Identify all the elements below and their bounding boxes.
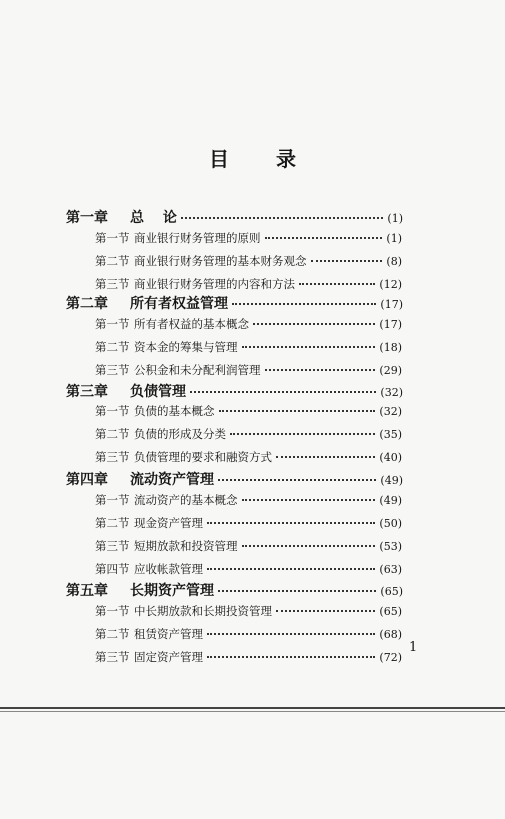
page-title: 目 录 <box>209 147 316 171</box>
dot-leader <box>242 489 376 501</box>
toc-section-entry <box>95 603 402 619</box>
dot-leader <box>181 204 384 219</box>
toc-section-entry <box>95 403 402 419</box>
dot-leader <box>311 250 383 262</box>
toc-section-entry <box>95 426 402 442</box>
dot-leader <box>232 290 376 305</box>
page-reference: (18) <box>379 341 402 355</box>
page-reference: (40) <box>379 451 402 465</box>
dot-leader <box>190 378 376 393</box>
dot-leader <box>276 446 375 458</box>
bottom-rule-thin <box>0 711 505 712</box>
dot-leader <box>242 336 376 348</box>
section-title: 所有者权益的基本概念 <box>134 317 249 332</box>
toc-section-entry <box>95 515 402 531</box>
section-title: 负债的基本概念 <box>134 404 215 419</box>
page-reference: (65) <box>380 585 403 598</box>
dot-leader <box>218 466 376 481</box>
section-number: 第三节 <box>95 363 130 378</box>
chapter-number: 第五章 <box>66 583 108 599</box>
chapter-title: 所有者权益管理 <box>130 296 228 312</box>
dot-leader <box>218 577 376 592</box>
page-reference: (72) <box>379 651 402 665</box>
toc-chapter-entry <box>66 469 403 489</box>
section-title: 商业银行财务管理的内容和方法 <box>134 277 295 292</box>
page-reference: (1) <box>387 212 403 225</box>
section-title: 应收帐款管理 <box>134 562 203 577</box>
section-title: 租赁资产管理 <box>134 627 203 642</box>
section-title: 资本金的筹集与管理 <box>134 340 238 355</box>
dot-leader <box>207 646 375 658</box>
section-title: 公积金和未分配利润管理 <box>134 363 261 378</box>
chapter-number: 第一章 <box>66 210 108 226</box>
section-title: 中长期放款和长期投资管理 <box>134 604 272 619</box>
toc-section-entry <box>95 362 402 378</box>
dot-leader <box>207 512 375 524</box>
toc-chapter-entry <box>66 381 403 401</box>
dot-leader <box>299 273 375 285</box>
page-reference: (68) <box>379 628 402 642</box>
page-reference: (35) <box>379 428 402 442</box>
page-reference: (17) <box>379 318 402 332</box>
section-number: 第三节 <box>95 650 130 665</box>
section-title: 负债管理的要求和融资方式 <box>134 450 272 465</box>
toc-section-entry <box>95 626 402 642</box>
section-number: 第三节 <box>95 539 130 554</box>
section-title: 负债的形成及分类 <box>134 427 226 442</box>
section-title: 固定资产管理 <box>134 650 203 665</box>
toc-section-entry <box>95 316 402 332</box>
toc-chapter-entry <box>66 293 403 313</box>
page-reference: (50) <box>379 517 402 531</box>
page-reference: (32) <box>380 386 403 399</box>
toc-chapter-entry <box>66 207 403 227</box>
toc-section-entry <box>95 561 402 577</box>
section-title: 现金资产管理 <box>134 516 203 531</box>
page-reference: (32) <box>379 405 402 419</box>
dot-leader <box>219 400 376 412</box>
page-reference: (29) <box>379 364 402 378</box>
section-title: 商业银行财务管理的原则 <box>134 231 261 246</box>
dot-leader <box>253 313 375 325</box>
section-number: 第一节 <box>95 604 130 619</box>
page-reference: (53) <box>379 540 402 554</box>
page-reference: (8) <box>386 255 402 269</box>
dot-leader <box>265 227 383 239</box>
section-number: 第二节 <box>95 627 130 642</box>
toc-section-entry <box>95 492 402 508</box>
section-number: 第一节 <box>95 404 130 419</box>
section-number: 第四节 <box>95 562 130 577</box>
toc-section-entry <box>95 649 402 665</box>
page-reference: (65) <box>379 605 402 619</box>
section-number: 第二节 <box>95 254 130 269</box>
chapter-title: 总 论 <box>130 210 177 226</box>
section-number: 第三节 <box>95 450 130 465</box>
dot-leader <box>242 535 376 547</box>
chapter-number: 第二章 <box>66 296 108 312</box>
page-number: 1 <box>409 640 418 655</box>
dot-leader <box>276 600 375 612</box>
toc-section-entry <box>95 339 402 355</box>
section-number: 第三节 <box>95 277 130 292</box>
section-number: 第二节 <box>95 427 130 442</box>
page-reference: (49) <box>380 474 403 487</box>
page-reference: (17) <box>380 298 403 311</box>
toc-chapter-entry <box>66 580 403 600</box>
chapter-title: 流动资产管理 <box>130 472 214 488</box>
chapter-title: 负债管理 <box>130 384 186 400</box>
dot-leader <box>265 359 376 371</box>
chapter-title: 长期资产管理 <box>130 583 214 599</box>
chapter-number: 第三章 <box>66 384 108 400</box>
toc-section-entry <box>95 449 402 465</box>
dot-leader <box>230 423 375 435</box>
page-reference: (63) <box>379 563 402 577</box>
bottom-rule <box>0 707 505 709</box>
section-title: 商业银行财务管理的基本财务观念 <box>134 254 307 269</box>
page-reference: (49) <box>379 494 402 508</box>
toc-section-entry <box>95 253 402 269</box>
section-number: 第一节 <box>95 231 130 246</box>
page-reference: (1) <box>386 232 402 246</box>
section-number: 第二节 <box>95 340 130 355</box>
section-title: 短期放款和投资管理 <box>134 539 238 554</box>
section-number: 第二节 <box>95 516 130 531</box>
dot-leader <box>207 558 375 570</box>
dot-leader <box>207 623 375 635</box>
toc-section-entry <box>95 230 402 246</box>
toc-section-entry <box>95 538 402 554</box>
section-title: 流动资产的基本概念 <box>134 493 238 508</box>
section-number: 第一节 <box>95 493 130 508</box>
page-reference: (12) <box>379 278 402 292</box>
section-number: 第一节 <box>95 317 130 332</box>
chapter-number: 第四章 <box>66 472 108 488</box>
